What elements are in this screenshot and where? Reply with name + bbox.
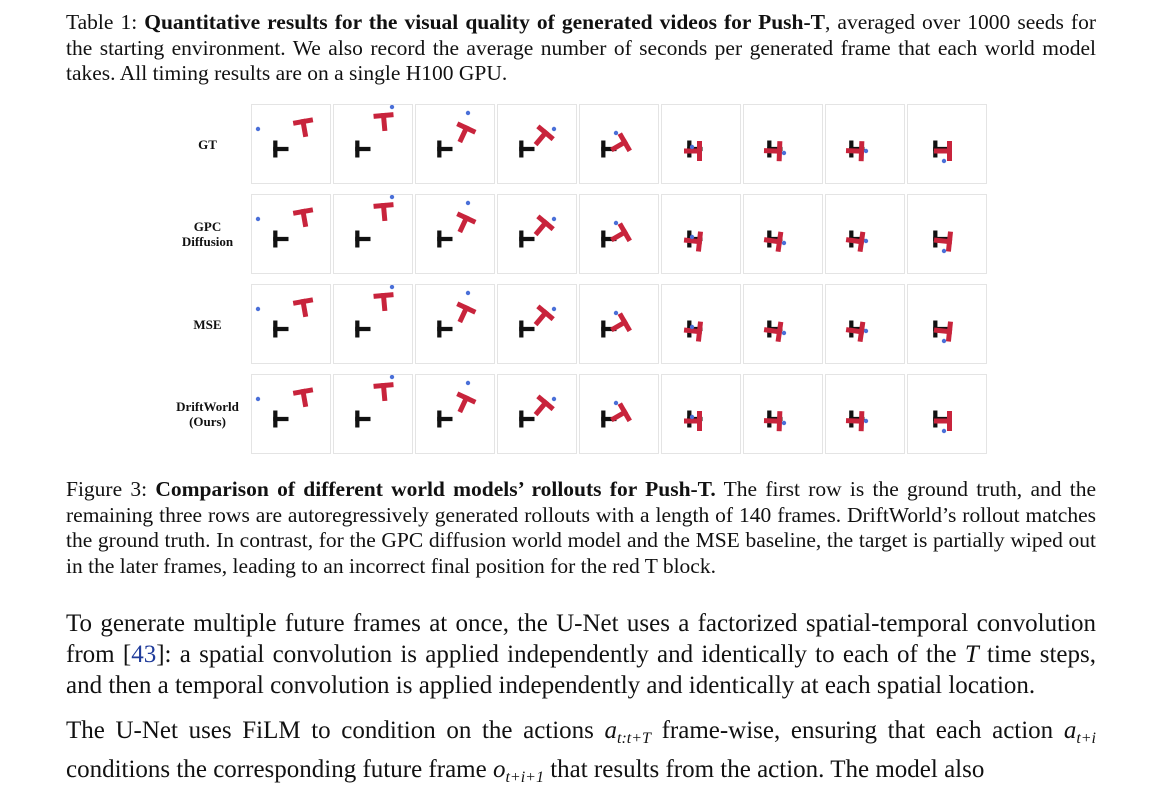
agent-dot xyxy=(864,329,868,333)
frame-cell xyxy=(743,104,823,184)
frame-cell xyxy=(497,104,577,184)
figure-caption-rest: The first row is the ground truth, and the remaining three rows are autoregressively generated rollouts with a length of 140 frames. DriftWorld’s rollout matches the ground truth. In contrast, for the GPC diffusion world model and the MSE baseline, the target is partially wiped out in the later frames, leading to an incorrect final position for the red T block. xyxy=(66,477,1096,579)
agent-dot xyxy=(552,127,556,131)
agent-dot xyxy=(466,111,470,115)
agent-dot xyxy=(256,217,260,221)
frame-image xyxy=(826,375,904,453)
frame-cell xyxy=(661,104,741,184)
agent-dot xyxy=(942,339,946,343)
table-caption xyxy=(66,10,1096,87)
agent-dot xyxy=(256,127,260,131)
frame-cell xyxy=(415,374,495,454)
frame-cell xyxy=(333,374,413,454)
frame-image xyxy=(908,195,986,273)
t-block-shape xyxy=(763,320,784,342)
math-subscript: t:t+T xyxy=(617,730,651,747)
target-t-shape xyxy=(273,141,288,158)
paragraph-text: time steps, and then a temporal convolution is applied independently and identically at each spatial location. xyxy=(66,641,1097,699)
agent-dot xyxy=(552,307,556,311)
math-symbol: a xyxy=(604,717,618,744)
target-t-shape xyxy=(519,141,534,158)
t-block-shape xyxy=(845,320,866,342)
frame-image xyxy=(662,105,740,183)
frame-image xyxy=(498,375,576,453)
frame-image xyxy=(826,105,904,183)
frame-image xyxy=(826,195,904,273)
agent-dot xyxy=(864,239,868,243)
frame-cell xyxy=(333,194,413,274)
t-block-shape xyxy=(373,202,394,222)
math-symbol: a xyxy=(1063,717,1077,744)
t-block-shape xyxy=(606,222,632,248)
frame-image xyxy=(334,195,412,273)
figure-caption-label: Figure 3: xyxy=(66,477,148,501)
target-t-shape xyxy=(519,231,534,248)
frame-image xyxy=(908,375,986,453)
frame-image xyxy=(580,105,658,183)
t-block-shape xyxy=(293,117,316,138)
frame-cell xyxy=(579,194,659,274)
frame-cell xyxy=(333,284,413,364)
t-block-shape xyxy=(373,382,394,402)
table-caption-label: Table 1: xyxy=(66,10,138,34)
agent-dot xyxy=(614,311,618,315)
frame-image xyxy=(334,375,412,453)
target-t-shape xyxy=(355,411,370,428)
frame-image xyxy=(334,285,412,363)
target-t-shape xyxy=(437,231,452,248)
t-block-shape xyxy=(764,141,783,162)
frame-cell xyxy=(497,374,577,454)
agent-dot xyxy=(614,221,618,225)
target-t-shape xyxy=(437,411,452,428)
agent-dot xyxy=(690,415,694,419)
body-paragraph-1 xyxy=(66,608,1096,701)
agent-dot xyxy=(466,201,470,205)
t-block-shape xyxy=(684,141,702,161)
agent-dot xyxy=(864,419,868,423)
agent-dot xyxy=(942,429,946,433)
t-block-shape xyxy=(606,312,632,338)
figure-caption-bold: Comparison of different world models’ rollouts for Push-T. xyxy=(155,477,716,501)
paragraph-text: The U-Net uses FiLM to condition on the actions xyxy=(66,717,605,744)
frame-image xyxy=(662,195,740,273)
row-label-gpc-diffusion xyxy=(160,219,255,249)
row-label-line: GT xyxy=(198,137,217,152)
frame-image xyxy=(662,375,740,453)
target-t-shape xyxy=(437,321,452,338)
target-t-shape xyxy=(355,231,370,248)
frame-cell xyxy=(907,374,987,454)
row-label-line: DriftWorld xyxy=(176,399,239,414)
frame-cell xyxy=(251,194,331,274)
agent-dot xyxy=(552,217,556,221)
agent-dot xyxy=(614,401,618,405)
frame-cell xyxy=(333,104,413,184)
target-t-shape xyxy=(519,321,534,338)
agent-dot xyxy=(782,331,786,335)
t-block-shape xyxy=(451,212,477,237)
frame-cell xyxy=(497,284,577,364)
agent-dot xyxy=(690,325,694,329)
agent-dot xyxy=(942,249,946,253)
agent-dot xyxy=(690,235,694,239)
t-block-shape xyxy=(451,302,477,327)
t-block-shape xyxy=(764,411,783,432)
agent-dot xyxy=(390,285,394,289)
t-block-shape xyxy=(293,387,316,408)
frame-cell xyxy=(907,194,987,274)
frame-image xyxy=(416,375,494,453)
row-label-line: GPC xyxy=(193,219,222,234)
t-block-shape xyxy=(846,141,865,162)
frame-cell xyxy=(743,284,823,364)
agent-dot xyxy=(466,291,470,295)
target-t-shape xyxy=(519,411,534,428)
t-block-shape xyxy=(606,402,632,428)
frame-cell xyxy=(415,284,495,364)
target-t-shape xyxy=(437,141,452,158)
rollout-figure xyxy=(160,102,990,460)
t-block-shape xyxy=(683,230,703,252)
agent-dot xyxy=(782,151,786,155)
frame-image xyxy=(580,375,658,453)
row-label-mse xyxy=(160,317,255,332)
frame-cell xyxy=(825,194,905,274)
frame-cell xyxy=(415,104,495,184)
agent-dot xyxy=(390,195,394,199)
t-block-shape xyxy=(683,320,703,342)
agent-dot xyxy=(942,159,946,163)
t-block-shape xyxy=(846,411,865,432)
paragraph-text: ]: a spatial convolution is applied independently and identically to each of the xyxy=(156,641,965,668)
t-block-shape xyxy=(451,392,477,417)
paragraph-text: To generate multiple future frames at once, the U-Net uses a factorized spatial-temporal convolution from [ xyxy=(66,610,1096,668)
t-block-shape xyxy=(845,230,866,252)
agent-dot xyxy=(256,307,260,311)
frame-cell xyxy=(661,284,741,364)
frame-image xyxy=(252,375,330,453)
frame-cell xyxy=(825,104,905,184)
frame-cell xyxy=(743,374,823,454)
frame-cell xyxy=(579,104,659,184)
math-subscript: t+i xyxy=(1076,730,1096,747)
t-block-shape xyxy=(373,292,394,312)
t-block-shape xyxy=(293,207,316,228)
agent-dot xyxy=(552,397,556,401)
frame-cell xyxy=(415,194,495,274)
frame-image xyxy=(498,285,576,363)
t-block-shape xyxy=(293,297,316,318)
t-block-shape xyxy=(684,411,702,431)
frame-image xyxy=(826,285,904,363)
paragraph-text: that results from the action. The model also xyxy=(543,756,985,783)
target-t-shape xyxy=(273,411,288,428)
body-paragraph-2 xyxy=(66,715,1096,793)
agent-dot xyxy=(466,381,470,385)
math-symbol: T xyxy=(964,641,979,668)
agent-dot xyxy=(864,149,868,153)
frame-image xyxy=(252,105,330,183)
target-t-shape xyxy=(273,321,288,338)
frame-image xyxy=(908,285,986,363)
row-label-gt xyxy=(160,137,255,152)
frame-image xyxy=(744,285,822,363)
target-t-shape xyxy=(355,321,370,338)
frame-cell xyxy=(743,194,823,274)
agent-dot xyxy=(690,145,694,149)
agent-dot xyxy=(782,241,786,245)
frame-image xyxy=(334,105,412,183)
frame-image xyxy=(416,195,494,273)
row-label-line: Diffusion xyxy=(181,234,234,249)
agent-dot xyxy=(614,131,618,135)
frame-cell xyxy=(497,194,577,274)
frame-cell xyxy=(907,284,987,364)
frame-image xyxy=(744,105,822,183)
paragraph-text: conditions the corresponding future frame xyxy=(66,756,493,783)
paragraph-text: frame-wise, ensuring that each action xyxy=(650,717,1064,744)
row-label-line: (Ours) xyxy=(189,414,226,429)
citation-link[interactable]: 43 xyxy=(131,641,157,668)
table-caption-rest: , averaged over 1000 seeds for the starting environment. We also record the average number of seconds per generated frame that each world model takes. All timing results are on a single H100 GPU. xyxy=(66,10,1097,86)
frame-cell xyxy=(251,284,331,364)
frame-image xyxy=(416,285,494,363)
frame-image xyxy=(416,105,494,183)
row-label-line: MSE xyxy=(193,317,222,332)
frame-image xyxy=(498,195,576,273)
frame-image xyxy=(252,195,330,273)
t-block-shape xyxy=(451,122,477,147)
agent-dot xyxy=(390,375,394,379)
row-label-driftworld xyxy=(160,399,255,429)
frame-cell xyxy=(251,374,331,454)
frame-cell xyxy=(579,284,659,364)
frame-image xyxy=(580,195,658,273)
frame-cell xyxy=(825,284,905,364)
target-t-shape xyxy=(273,231,288,248)
frame-cell xyxy=(825,374,905,454)
frame-image xyxy=(252,285,330,363)
frame-cell xyxy=(251,104,331,184)
math-subscript: t+i+1 xyxy=(505,769,544,786)
frame-image xyxy=(580,285,658,363)
frame-image xyxy=(662,285,740,363)
frame-image xyxy=(744,375,822,453)
target-t-shape xyxy=(355,141,370,158)
t-block-shape xyxy=(373,112,394,132)
agent-dot xyxy=(256,397,260,401)
figure-caption xyxy=(66,477,1096,580)
frame-cell xyxy=(661,194,741,274)
frame-cell xyxy=(661,374,741,454)
agent-dot xyxy=(390,105,394,109)
table-caption-bold: Quantitative results for the visual quality of generated videos for Push-T xyxy=(144,10,826,34)
t-block-shape xyxy=(763,230,784,252)
t-block-shape xyxy=(606,132,632,158)
frame-image xyxy=(744,195,822,273)
frame-cell xyxy=(579,374,659,454)
math-symbol: o xyxy=(492,756,506,783)
agent-dot xyxy=(782,421,786,425)
frame-image xyxy=(908,105,986,183)
frame-image xyxy=(498,105,576,183)
frame-cell xyxy=(907,104,987,184)
